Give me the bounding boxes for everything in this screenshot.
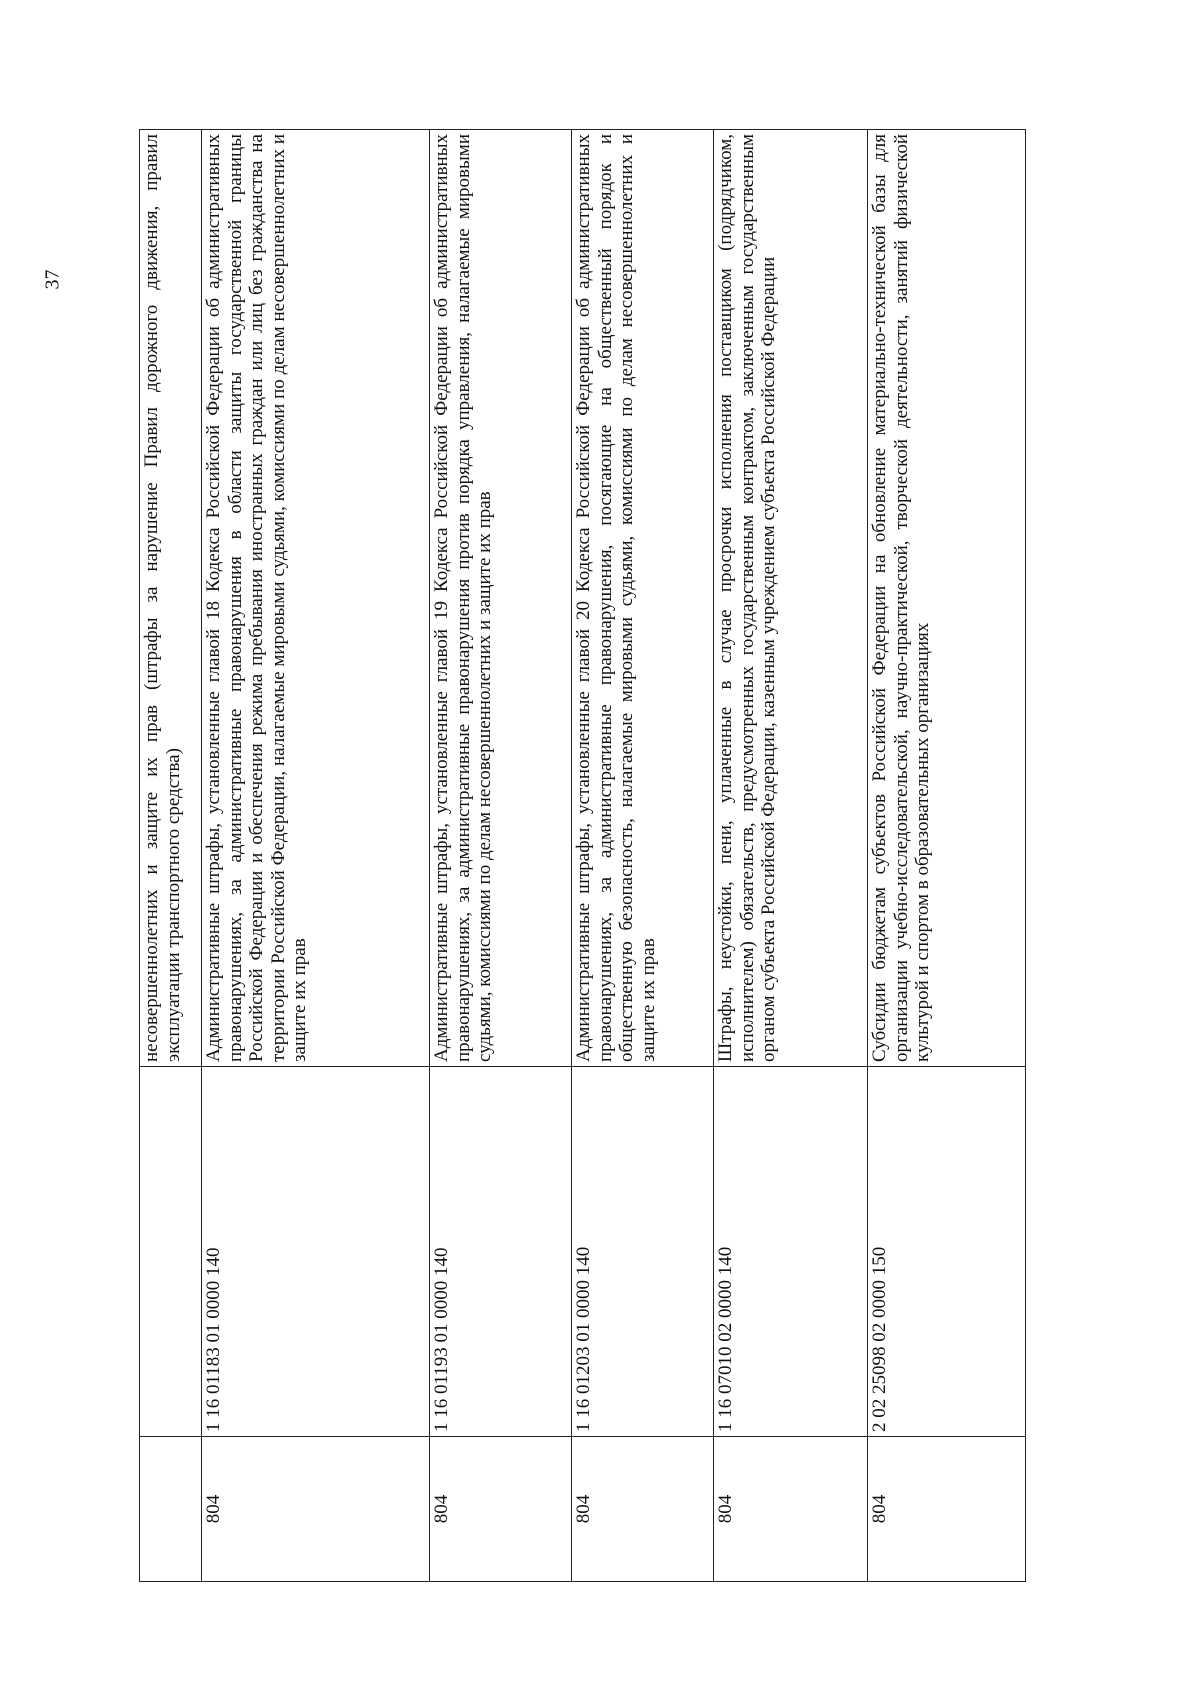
revenue-code-cell: 1 16 01203 01 0000 140 (572, 1067, 714, 1437)
admin-code-cell: 804 (572, 1437, 714, 1582)
revenue-name-cell: Штрафы, неустойки, пени, уплаченные в случае просрочки исполнения поставщиком (подрядчиком, исполнителем) обязательств, предусмотренных государственным контрактом, заключенным государственным органом субъекта Российской Федерации, казенным учреждением субъекта Российской Федерации (714, 130, 868, 1067)
admin-code-cell: 804 (714, 1437, 868, 1582)
revenue-code-cell: 2 02 25098 02 0000 150 (868, 1067, 1026, 1437)
admin-code-cell: 804 (868, 1437, 1026, 1582)
revenue-name-cell: несовершеннолетних и защите их прав (штрафы за нарушение Правил дорожного движения, правил эксплуатации транспортного средства) (140, 130, 202, 1067)
revenue-name-cell: Административные штрафы, установленные главой 18 Кодекса Российской Федерации об административных правонарушениях, за административные правонарушения в области защиты государственной границы Российской Федерации и обеспечения режима пребывания иностранных граждан или лиц без гражданства на территории Российской Федерации, налагаемые мировыми судьями, комиссиями по делам несовершеннолетних и защите их прав (202, 130, 430, 1067)
page-number: 37 (41, 269, 64, 290)
admin-code-cell: 804 (202, 1437, 430, 1582)
admin-code-cell: 804 (430, 1437, 572, 1582)
revenue-name-cell: Административные штрафы, установленные главой 19 Кодекса Российской Федерации об административных правонарушениях, за административные правонарушения против порядка управления, налагаемые мировыми судьями, комиссиями по делам несовершеннолетних и защите их прав (430, 130, 572, 1067)
table-row (140, 130, 202, 1582)
revenue-code-cell: 1 16 01193 01 0000 140 (430, 1067, 572, 1437)
table-row (202, 130, 430, 1582)
table-row (868, 130, 1026, 1582)
revenue-code-table (139, 129, 1026, 1582)
table-row (714, 130, 868, 1582)
table-row (430, 130, 572, 1582)
revenue-code-cell: 1 16 01183 01 0000 140 (202, 1067, 430, 1437)
admin-code-cell (140, 1437, 202, 1582)
table-row (572, 130, 714, 1582)
revenue-code-cell: 1 16 07010 02 0000 140 (714, 1067, 868, 1437)
rotated-table-container (139, 130, 1001, 1582)
revenue-name-cell: Административные штрафы, установленные главой 20 Кодекса Российской Федерации об административных правонарушениях, за административные правонарушения, посягающие на общественный порядок и общественную безопасность, налагаемые мировыми судьями, комиссиями по делам несовершеннолетних и защите их прав (572, 130, 714, 1067)
revenue-code-cell (140, 1067, 202, 1437)
revenue-name-cell: Субсидии бюджетам субъектов Российской Федерации на обновление материально-технической базы для организации учебно-исследовательской, научно-практической, творческой деятельности, занятий физической культурой и спортом в образовательных организациях (868, 130, 1026, 1067)
table-frame (139, 130, 1001, 1582)
